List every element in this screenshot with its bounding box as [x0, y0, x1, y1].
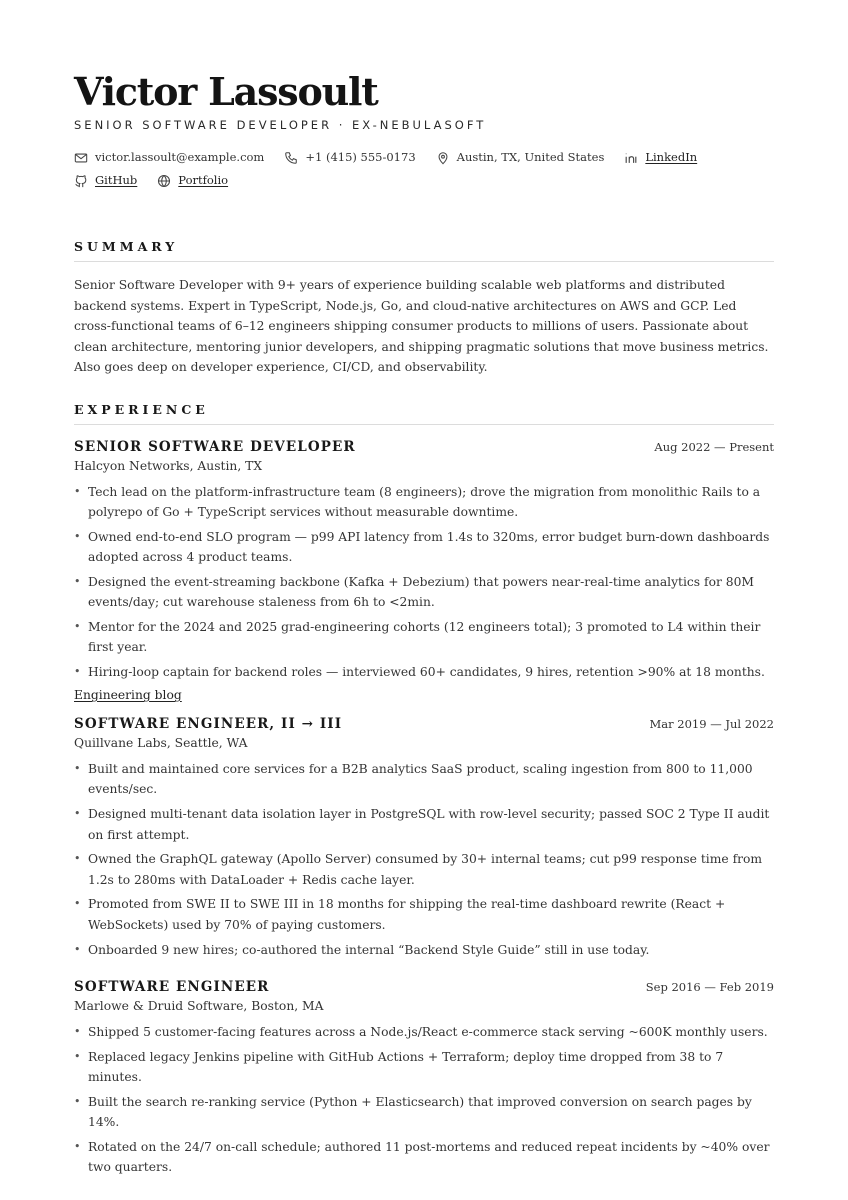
contact-linkedin[interactable] [624, 149, 697, 166]
job-entry [74, 716, 774, 960]
job-bullets [74, 482, 776, 683]
job-bullets [74, 759, 776, 960]
job-company: Quillvane Labs, Seattle, WA [74, 736, 248, 751]
candidate-name: Victor Lassoult [74, 69, 378, 114]
linkedin-icon [624, 151, 638, 165]
job-dates: Sep 2016 — Feb 2019 [645, 979, 774, 994]
job-company: Marlowe & Druid Software, Boston, MA [74, 998, 324, 1013]
job-bullet: • Owned end-to-end SLO program — p99 API latency from 1.4s to 320ms, error budget burn-down dashboards adopted across 4 product teams. [74, 527, 776, 568]
job-entry [74, 439, 774, 703]
job-entry [74, 979, 774, 1178]
email-text: victor.lassoult@example.com [95, 150, 265, 164]
globe-icon [157, 174, 171, 188]
job-dates: Mar 2019 — Jul 2022 [649, 717, 774, 732]
contact-bar [74, 149, 774, 189]
contact-portfolio[interactable] [157, 172, 228, 189]
engineering-blog-link[interactable]: Engineering blog [74, 688, 182, 703]
job-company: Halcyon Networks, Austin, TX [74, 458, 263, 473]
job-bullet: • Shipped 5 customer-facing features across a Node.js/React e-commerce stack serving ~600K monthly users. [74, 1022, 776, 1042]
job-bullet: • Mentor for the 2024 and 2025 grad-engineering cohorts (12 engineers total); 3 promoted to L4 within their first year. [74, 617, 776, 658]
experience-heading: EXPERIENCE [74, 402, 774, 425]
job-bullet: • Designed the event-streaming backbone (Kafka + Debezium) that powers near-real-time analytics for 80M events/day; cut warehouse staleness from 6h to <2min. [74, 572, 776, 613]
job-bullet: • Hiring-loop captain for backend roles — interviewed 60+ candidates, 9 hires, retention >90% at 18 months. [74, 662, 776, 682]
job-bullet: • Built the search re-ranking service (Python + Elasticsearch) that improved conversion on search pages by 14%. [74, 1092, 776, 1133]
github-icon [74, 174, 88, 188]
phone-icon [284, 151, 298, 165]
contact-phone[interactable] [284, 149, 415, 166]
summary-heading: SUMMARY [74, 239, 774, 262]
job-bullet: • Owned the GraphQL gateway (Apollo Server) consumed by 30+ internal teams; cut p99 response time from 1.2s to 280ms with DataLoader + Redis cache layer. [74, 849, 776, 890]
contact-github[interactable] [74, 172, 137, 189]
job-bullet: • Designed multi-tenant data isolation layer in PostgreSQL with row-level security; passed SOC 2 Type II audit on first attempt. [74, 804, 776, 845]
job-role: SENIOR SOFTWARE DEVELOPER [74, 438, 356, 455]
job-bullets [74, 1022, 776, 1178]
contact-email[interactable] [74, 149, 264, 166]
job-bullet: • Replaced legacy Jenkins pipeline with GitHub Actions + Terraform; deploy time dropped from 38 to 7 minutes. [74, 1047, 776, 1088]
summary-text: Senior Software Developer with 9+ years of experience building scalable web platforms and distributed backend systems. Expert in TypeScript, Node.js, Go, and cloud-native architectures on AWS and GCP. Led cross-functional teams of 6–12 engineers shipping consumer products to millions of users. Passionate about clean architecture, mentoring junior developers, and shipping pragmatic solutions that move business metrics. Also goes deep on developer experience, CI/CD, and observability. [74, 278, 769, 374]
job-bullet: • Built and maintained core services for a B2B analytics SaaS product, scaling ingestion from 800 to 11,000 events/sec. [74, 759, 776, 800]
location-text: Austin, TX, United States [456, 150, 605, 164]
linkedin-link[interactable]: LinkedIn [645, 150, 698, 164]
job-bullet: • Promoted from SWE II to SWE III in 18 months for shipping the real-time dashboard rewrite (React + WebSockets) used by 70% of paying customers. [74, 894, 776, 935]
job-dates: Aug 2022 — Present [654, 439, 774, 454]
phone-text: +1 (415) 555-0173 [305, 150, 416, 164]
job-bullet: • Onboarded 9 new hires; co-authored the internal “Backend Style Guide” still in use today. [74, 940, 776, 960]
location-pin-icon [436, 151, 450, 165]
contact-location [436, 149, 605, 166]
job-role: SOFTWARE ENGINEER, II → III [74, 716, 343, 733]
mail-icon [74, 151, 88, 165]
candidate-headline: SENIOR SOFTWARE DEVELOPER · EX-NEBULASOFT [74, 118, 487, 132]
job-bullet: • Tech lead on the platform-infrastructure team (8 engineers); drove the migration from monolithic Rails to a polyrepo of Go + TypeScript services without measurable downtime. [74, 482, 776, 523]
job-role: SOFTWARE ENGINEER [74, 978, 270, 995]
github-link[interactable]: GitHub [95, 173, 138, 187]
job-bullet: • Rotated on the 24/7 on-call schedule; authored 11 post-mortems and reduced repeat incidents by ~40% over two quarters. [74, 1137, 776, 1178]
portfolio-link[interactable]: Portfolio [178, 173, 229, 187]
